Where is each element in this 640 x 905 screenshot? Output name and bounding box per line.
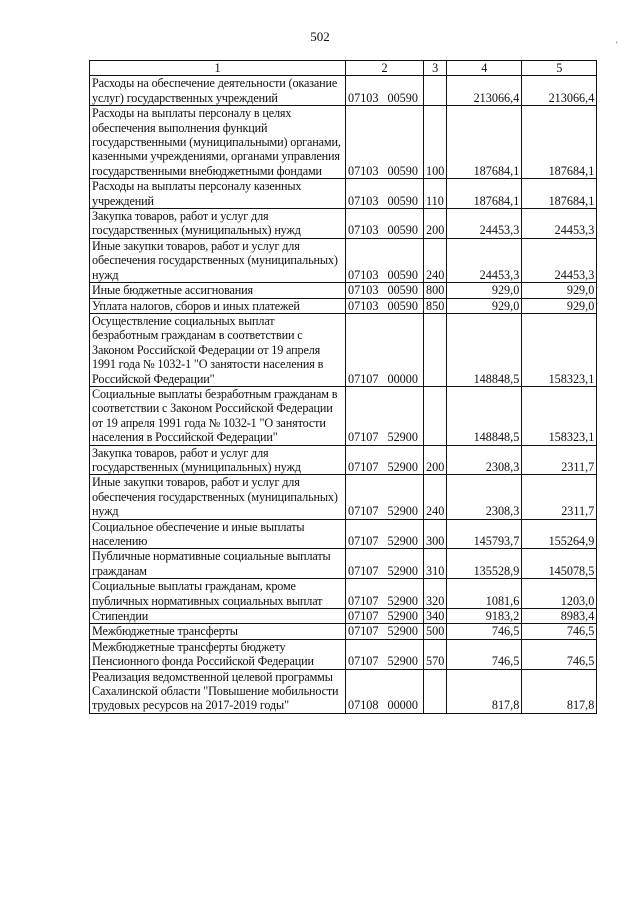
- row-code-section: 07103: [348, 163, 379, 178]
- table-row: [90, 609, 597, 624]
- row-code-direction: 52900: [387, 534, 418, 548]
- row-name: Расходы на выплаты персоналу в целях обеспечения выполнения функций государственными (муниципальными) органами, казенными учреждениями, органами управления государственными внебюджетными фондами: [90, 106, 346, 179]
- row-code-direction: 00590: [387, 298, 418, 313]
- table-row: [90, 283, 597, 298]
- row-expense-type: 110: [424, 179, 447, 209]
- row-value-col5: 8983,4: [522, 609, 597, 624]
- table-row: [90, 624, 597, 639]
- row-value-col5: 24453,3: [522, 209, 597, 239]
- row-value-col5: 213066,4: [522, 76, 597, 106]
- budget-table: [89, 60, 597, 714]
- row-code: [346, 639, 424, 669]
- row-code: [346, 209, 424, 239]
- row-value-col5: 187684,1: [522, 179, 597, 209]
- table-row: [90, 238, 597, 282]
- row-code-direction: 52900: [387, 430, 418, 445]
- row-expense-type: 800: [424, 283, 447, 298]
- row-code-direction: 00590: [387, 283, 418, 298]
- row-code: [346, 298, 424, 313]
- table-row: [90, 76, 597, 106]
- row-name: Расходы на выплаты персоналу казенных учреждений: [90, 179, 346, 209]
- row-code-section: 07103: [348, 223, 379, 238]
- row-code: [346, 624, 424, 639]
- row-value-col4: 2308,3: [447, 475, 522, 519]
- row-code-section: 07103: [348, 298, 379, 313]
- row-code-section: 07103: [348, 193, 379, 208]
- row-code-section: 07107: [348, 430, 379, 445]
- row-name: Межбюджетные трансферты бюджету Пенсионного фонда Российской Федерации: [90, 639, 346, 669]
- row-expense-type: 500: [424, 624, 447, 639]
- row-code-section: 07103: [348, 283, 379, 298]
- row-code-section: 07107: [348, 371, 379, 386]
- row-name: Уплата налогов, сборов и иных платежей: [90, 298, 346, 313]
- row-expense-type: 240: [424, 238, 447, 282]
- page-number: 502: [310, 29, 330, 44]
- row-value-col5: 158323,1: [522, 313, 597, 386]
- row-code: [346, 519, 424, 549]
- row-code-direction: 00000: [387, 371, 418, 386]
- header-row: [90, 61, 597, 76]
- row-value-col5: 187684,1: [522, 106, 597, 179]
- row-code: [346, 106, 424, 179]
- row-expense-type: [424, 76, 447, 106]
- row-code-direction: 00590: [387, 163, 418, 178]
- row-value-col5: 746,5: [522, 639, 597, 669]
- row-code-direction: 00000: [387, 698, 418, 713]
- row-value-col5: 2311,7: [522, 445, 597, 475]
- row-value-col4: 2308,3: [447, 445, 522, 475]
- row-code-direction: 52900: [387, 609, 418, 624]
- scan-speck: ': [616, 40, 618, 50]
- row-value-col5: 155264,9: [522, 519, 597, 549]
- row-code-section: 07103: [348, 90, 379, 105]
- table-row: [90, 669, 597, 713]
- row-expense-type: 240: [424, 475, 447, 519]
- table-row: [90, 549, 597, 579]
- table-row: [90, 475, 597, 519]
- row-name: Публичные нормативные социальные выплаты гражданам: [90, 549, 346, 579]
- row-code: [346, 313, 424, 386]
- row-expense-type: [424, 669, 447, 713]
- row-value-col4: 187684,1: [447, 106, 522, 179]
- row-value-col5: 746,5: [522, 624, 597, 639]
- row-code-section: 07107: [348, 609, 379, 624]
- row-expense-type: [424, 313, 447, 386]
- row-name: Реализация ведомственной целевой программы Сахалинской области "Повышение мобильности трудовых ресурсов на 2017-2019 годы": [90, 669, 346, 713]
- row-value-col4: 746,5: [447, 624, 522, 639]
- table-row: [90, 386, 597, 445]
- row-name: Социальные выплаты безработным гражданам в соответствии с Законом Российской Федерации от 19 апреля 1991 года № 1032-1 "О занятости населения в Российской Федерации": [90, 386, 346, 445]
- row-expense-type: 310: [424, 549, 447, 579]
- table-row: [90, 313, 597, 386]
- table-row: [90, 639, 597, 669]
- row-value-col4: 929,0: [447, 283, 522, 298]
- row-code-direction: 52900: [387, 459, 418, 474]
- header-col-2: 2: [346, 61, 424, 76]
- row-value-col4: 817,8: [447, 669, 522, 713]
- row-code-direction: 00590: [387, 90, 418, 105]
- header-col-1: 1: [90, 61, 346, 76]
- table-row: [90, 579, 597, 609]
- row-value-col5: 817,8: [522, 669, 597, 713]
- row-value-col4: 148848,5: [447, 313, 522, 386]
- row-name: Социальное обеспечение и иные выплаты населению: [90, 519, 346, 549]
- row-code: [346, 669, 424, 713]
- row-expense-type: [424, 386, 447, 445]
- row-value-col4: 148848,5: [447, 386, 522, 445]
- row-code-section: 07108: [348, 698, 379, 713]
- row-code: [346, 386, 424, 445]
- row-expense-type: 300: [424, 519, 447, 549]
- row-name: Расходы на обеспечение деятельности (оказание услуг) государственных учреждений: [90, 76, 346, 106]
- row-code: [346, 445, 424, 475]
- row-value-col4: 24453,3: [447, 238, 522, 282]
- row-name: Социальные выплаты гражданам, кроме публичных нормативных социальных выплат: [90, 579, 346, 609]
- row-code-section: 07107: [348, 504, 379, 519]
- row-code-section: 07107: [348, 534, 379, 548]
- row-value-col5: 929,0: [522, 298, 597, 313]
- row-value-col5: 2311,7: [522, 475, 597, 519]
- row-code-section: 07107: [348, 654, 379, 669]
- table-row: [90, 106, 597, 179]
- row-code: [346, 475, 424, 519]
- header-col-5: 5: [522, 61, 597, 76]
- row-expense-type: 100: [424, 106, 447, 179]
- row-code-direction: 00590: [387, 193, 418, 208]
- row-code-section: 07107: [348, 563, 379, 578]
- row-code-section: 07107: [348, 624, 379, 639]
- row-name: Межбюджетные трансферты: [90, 624, 346, 639]
- row-code-direction: 00590: [387, 267, 418, 282]
- row-code-direction: 52900: [387, 624, 418, 639]
- row-code-direction: 52900: [387, 563, 418, 578]
- table-row: [90, 179, 597, 209]
- row-code: [346, 76, 424, 106]
- row-code: [346, 609, 424, 624]
- row-value-col4: 135528,9: [447, 549, 522, 579]
- row-value-col5: 929,0: [522, 283, 597, 298]
- header-col-4: 4: [447, 61, 522, 76]
- row-code-section: 07107: [348, 593, 379, 608]
- row-value-col5: 24453,3: [522, 238, 597, 282]
- header-col-3: 3: [424, 61, 447, 76]
- row-value-col5: 145078,5: [522, 549, 597, 579]
- row-expense-type: 340: [424, 609, 447, 624]
- row-name: Стипендии: [90, 609, 346, 624]
- row-code: [346, 579, 424, 609]
- table-row: [90, 519, 597, 549]
- row-value-col4: 746,5: [447, 639, 522, 669]
- row-expense-type: 850: [424, 298, 447, 313]
- row-name: Закупка товаров, работ и услуг для государственных (муниципальных) нужд: [90, 209, 346, 239]
- row-value-col4: 1081,6: [447, 579, 522, 609]
- row-value-col4: 145793,7: [447, 519, 522, 549]
- row-name: Иные закупки товаров, работ и услуг для обеспечения государственных (муниципальных) нужд: [90, 475, 346, 519]
- row-value-col4: 187684,1: [447, 179, 522, 209]
- row-code: [346, 549, 424, 579]
- row-expense-type: 320: [424, 579, 447, 609]
- row-expense-type: 570: [424, 639, 447, 669]
- row-value-col4: 9183,2: [447, 609, 522, 624]
- table-row: [90, 209, 597, 239]
- table-row: [90, 298, 597, 313]
- row-name: Закупка товаров, работ и услуг для государственных (муниципальных) нужд: [90, 445, 346, 475]
- row-name: Иные бюджетные ассигнования: [90, 283, 346, 298]
- row-code-direction: 52900: [387, 593, 418, 608]
- row-code-section: 07107: [348, 459, 379, 474]
- row-expense-type: 200: [424, 445, 447, 475]
- row-code-section: 07103: [348, 267, 379, 282]
- row-expense-type: 200: [424, 209, 447, 239]
- row-name: Иные закупки товаров, работ и услуг для обеспечения государственных (муниципальных) нужд: [90, 238, 346, 282]
- row-value-col5: 1203,0: [522, 579, 597, 609]
- table-row: [90, 445, 597, 475]
- row-code: [346, 283, 424, 298]
- row-value-col5: 158323,1: [522, 386, 597, 445]
- row-value-col4: 24453,3: [447, 209, 522, 239]
- table-body: [90, 76, 597, 713]
- row-code-direction: 52900: [387, 504, 418, 519]
- row-value-col4: 929,0: [447, 298, 522, 313]
- row-value-col4: 213066,4: [447, 76, 522, 106]
- row-code: [346, 238, 424, 282]
- row-code-direction: 52900: [387, 654, 418, 669]
- row-name: Осуществление социальных выплат безработным гражданам в соответствии с Законом Российской Федерации от 19 апреля 1991 года № 1032-1 "О занятости населения в Российской Федерации": [90, 313, 346, 386]
- row-code-direction: 00590: [387, 223, 418, 238]
- row-code: [346, 179, 424, 209]
